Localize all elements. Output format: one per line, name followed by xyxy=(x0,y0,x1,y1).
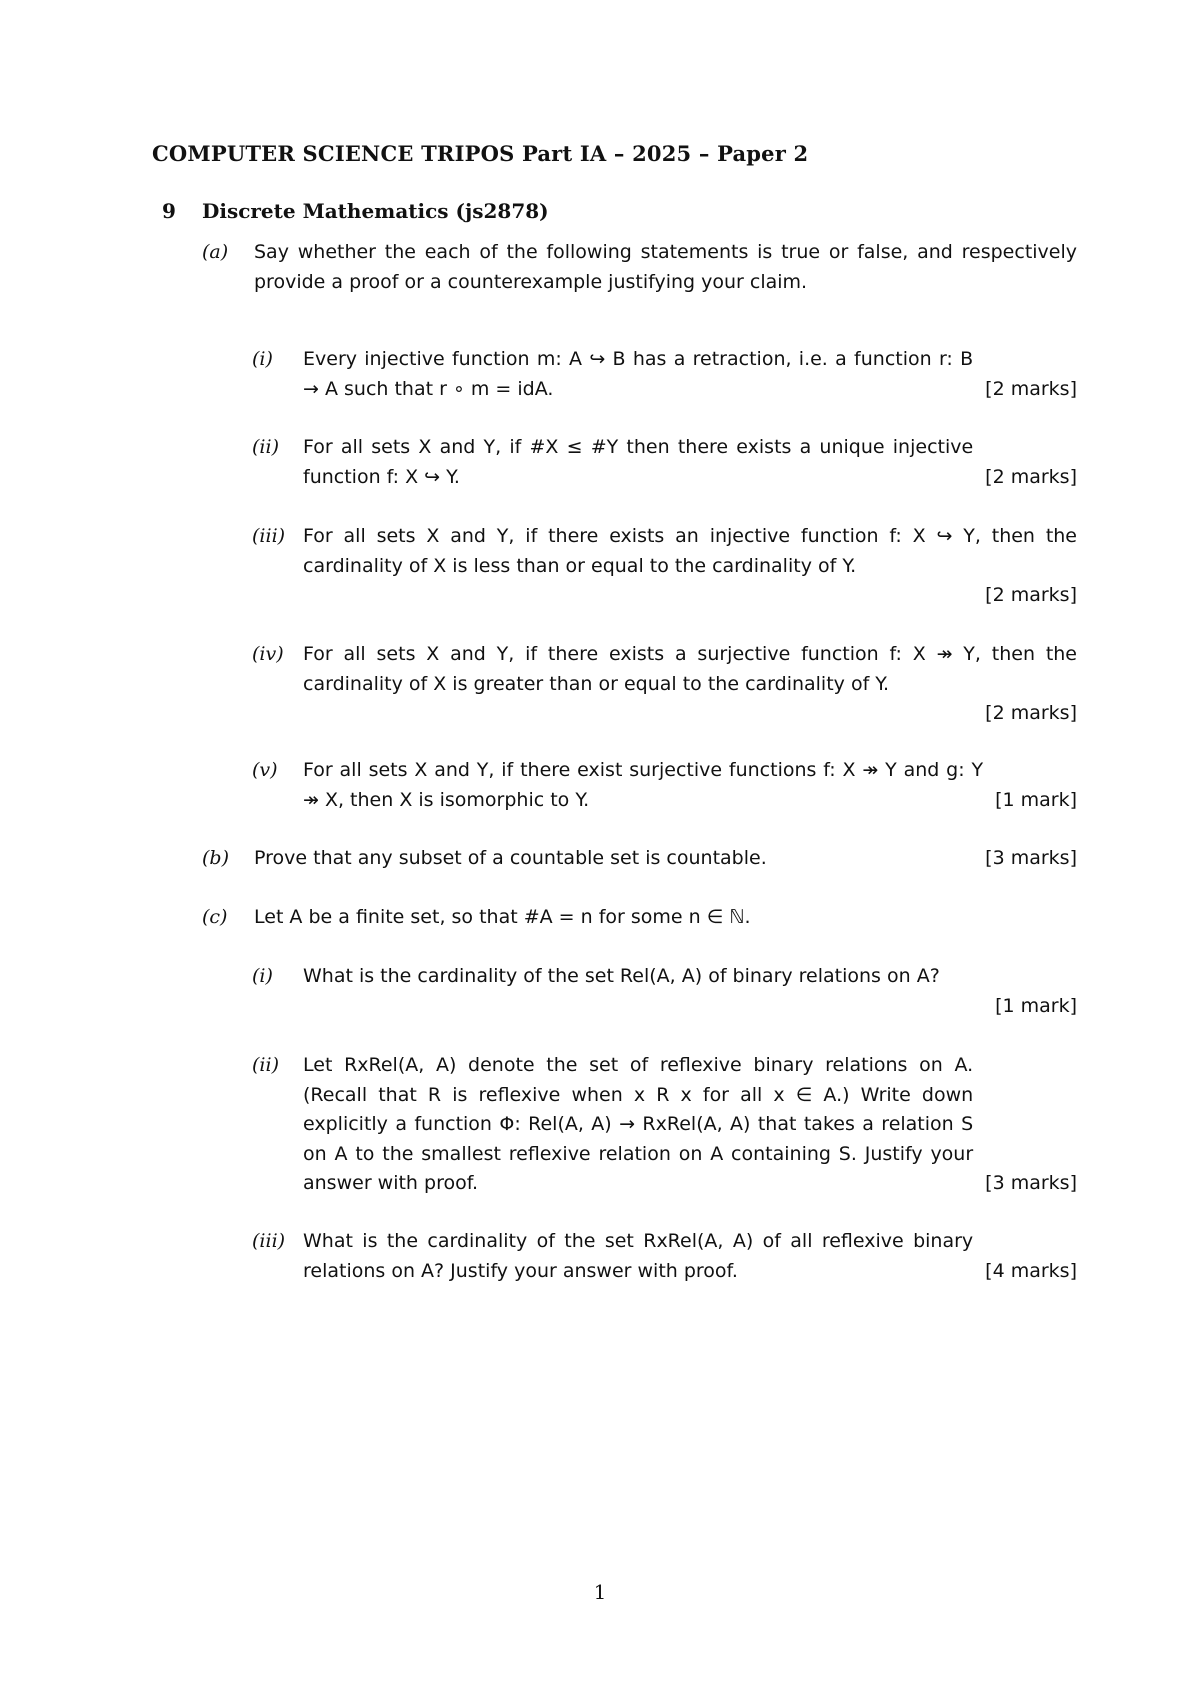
part-a-i-marks: [2 marks] xyxy=(985,377,1077,400)
part-a-i xyxy=(252,345,1077,404)
part-c-label: (c) xyxy=(202,906,228,928)
part-c-iii-label: (iii) xyxy=(252,1230,286,1252)
part-c-ii-text: Let RxRel(A, A) denote the set of reflexive binary relations on A. (Recall that R is reflexive when x R x for all x ∈ A.) Write down explicitly a function Φ: Rel(A, A) → RxRel(A, A) that takes a relation S on A to the smallest reflexive relation on A containing S. Justify your answer with proof. xyxy=(303,1054,974,1194)
page-number: 1 xyxy=(593,1580,607,1604)
part-c-iii-text: What is the cardinality of the set RxRel(A, A) of all reflexive binary relations on A? Justify your answer with proof. xyxy=(303,1230,974,1282)
part-c-i xyxy=(252,962,1077,1021)
part-b-text: Prove that any subset of a countable set is countable. xyxy=(254,847,767,869)
part-a-v-marks: [1 mark] xyxy=(995,788,1077,811)
part-a-label: (a) xyxy=(202,241,229,263)
part-a-iii-marks: [2 marks] xyxy=(985,584,1077,606)
part-a-i-label: (i) xyxy=(252,348,273,370)
part-c-text: Let A be a finite set, so that #A = n for some n ∈ ℕ. xyxy=(254,906,751,928)
part-c-i-marks: [1 mark] xyxy=(995,994,1077,1017)
part-c-iii xyxy=(252,1227,1077,1286)
part-a-iv xyxy=(252,640,1077,729)
part-a-iv-label: (iv) xyxy=(252,643,284,665)
part-a-iii-label: (iii) xyxy=(252,525,286,547)
part-a-v xyxy=(252,756,1077,815)
part-c xyxy=(202,903,1077,933)
part-b xyxy=(202,844,1077,874)
part-a-iii xyxy=(252,522,1077,611)
question-number: 9 xyxy=(162,199,176,223)
part-a-v-text: For all sets X and Y, if there exist surjective functions f: X ↠ Y and g: Y ↠ X, then X is isomorphic to Y. xyxy=(303,759,984,811)
part-a-v-label: (v) xyxy=(252,759,278,781)
part-a-i-text: Every injective function m: A ↪ B has a retraction, i.e. a function r: B → A such that r ∘ m = idA. xyxy=(303,348,974,400)
question-heading xyxy=(162,199,549,223)
part-c-ii xyxy=(252,1051,1077,1199)
part-c-iii-marks: [4 marks] xyxy=(985,1259,1077,1282)
part-a-text: Say whether the each of the following statements is true or false, and respectively provide a proof or a counterexample justifying your claim. xyxy=(254,241,1077,293)
part-c-ii-label: (ii) xyxy=(252,1054,279,1076)
part-a xyxy=(202,238,1077,297)
part-a-ii xyxy=(252,433,1077,492)
part-c-ii-marks: [3 marks] xyxy=(985,1172,1077,1194)
part-c-i-text: What is the cardinality of the set Rel(A, A) of binary relations on A? xyxy=(303,965,940,987)
part-a-iv-text: For all sets X and Y, if there exists a surjective function f: X ↠ Y, then the cardinality of X is greater than or equal to the cardinality of Y. xyxy=(303,643,1077,695)
part-b-label: (b) xyxy=(202,847,229,869)
question-title: Discrete Mathematics (js2878) xyxy=(202,199,549,223)
part-b-marks: [3 marks] xyxy=(985,847,1077,869)
part-a-iv-marks: [2 marks] xyxy=(985,702,1077,724)
part-a-iii-text: For all sets X and Y, if there exists an injective function f: X ↪ Y, then the cardinality of X is less than or equal to the cardinality of Y. xyxy=(303,525,1077,577)
exam-header: COMPUTER SCIENCE TRIPOS Part IA – 2025 – Paper 2 xyxy=(152,141,809,166)
part-a-ii-label: (ii) xyxy=(252,436,279,458)
part-a-ii-text: For all sets X and Y, if #X ≤ #Y then there exists a unique injective function f: X ↪ Y. xyxy=(303,436,974,488)
part-c-i-label: (i) xyxy=(252,965,273,987)
part-a-ii-marks: [2 marks] xyxy=(985,465,1077,488)
